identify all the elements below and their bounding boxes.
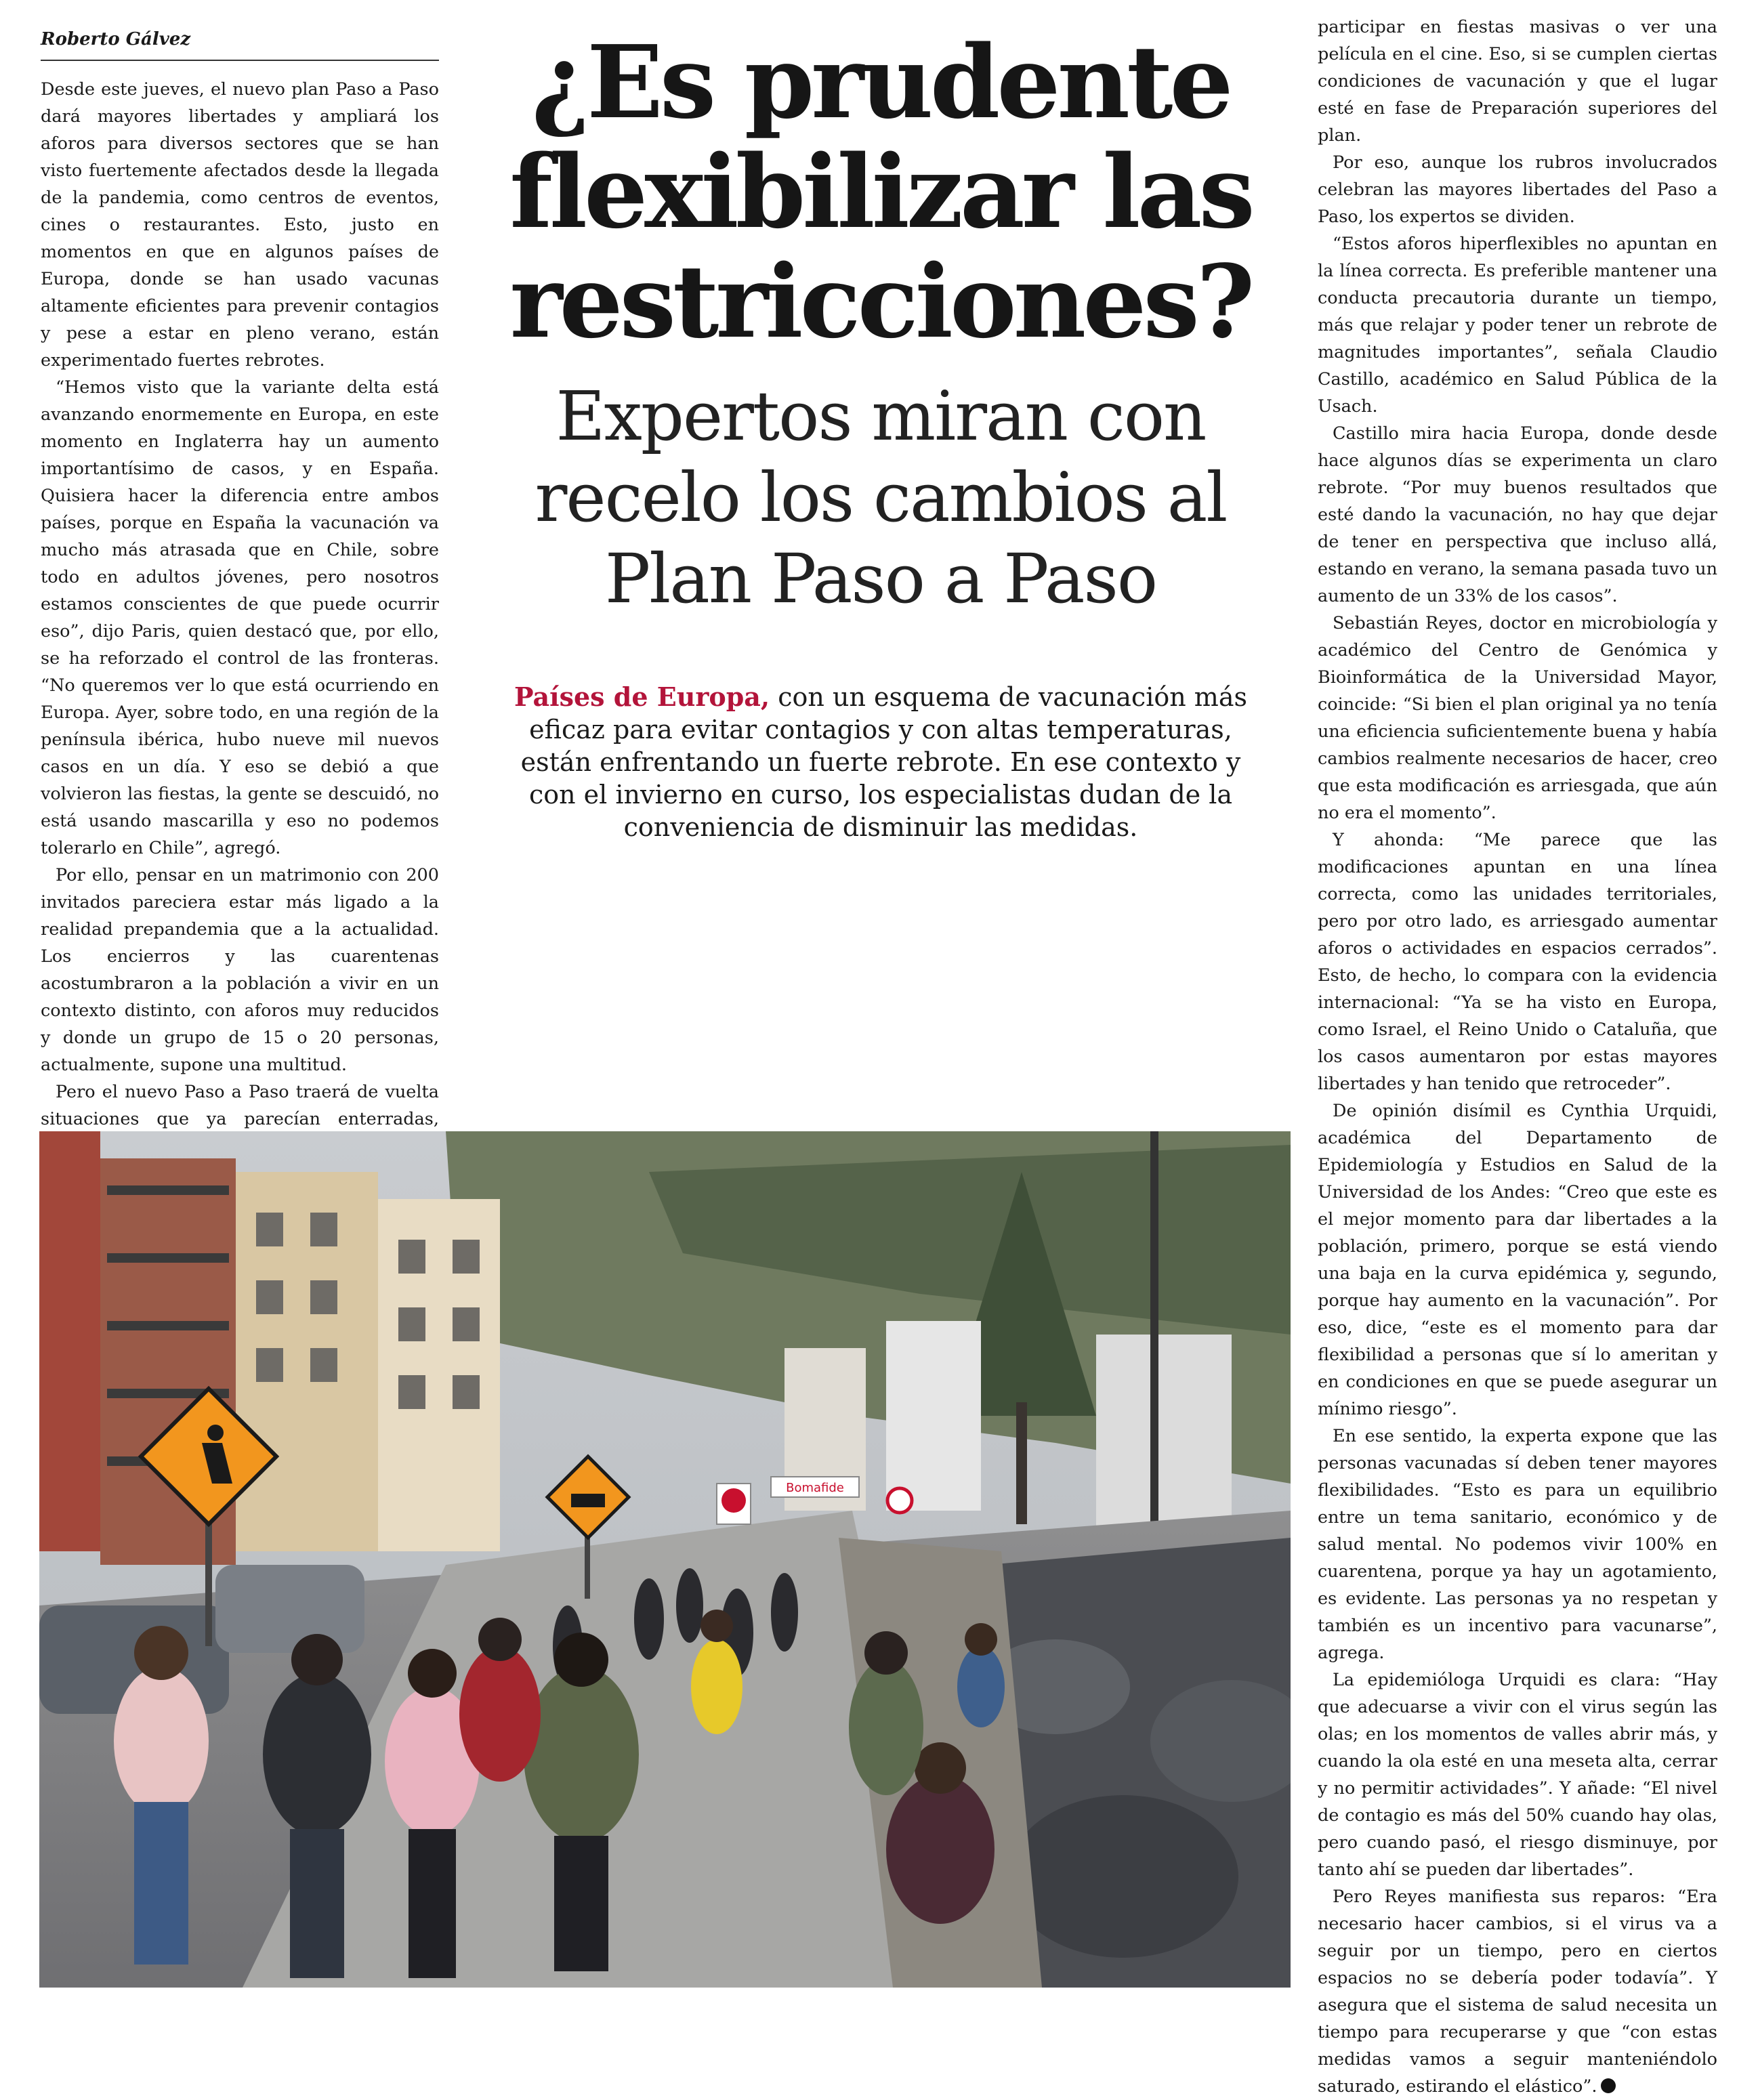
left-paragraph: Desde este jueves, el nuevo plan Paso a Paso dará mayores libertades y ampliará los aforos para diversos sectores que se han visto fuertemente afectados desde la llegada de la pandemia, como centros de eventos, cines o restaurantes. Esto, justo en momentos en que en algunos países de Europa, donde se han usado vacunas altamente eficientes para prevenir contagios y pese a estar en pleno verano, están experimentado fuertes rebrotes. — [41, 79, 439, 371]
right-column — [1318, 14, 1717, 2100]
right-paragraph: Castillo mira hacia Europa, donde desde hace algunos días se experimenta un claro rebrote. “Por muy buenos resultados que esté dando la vacunación, no hay que dejar de tener en perspectiva que incluso allá, estando en verano, la semana pasada tuvo un aumento de un 33% de los casos”. — [1318, 423, 1717, 606]
pine-trunk — [1016, 1402, 1027, 1524]
white-building — [886, 1321, 981, 1511]
end-mark-icon — [1601, 2078, 1616, 2093]
lead-kicker: Países de Europa, — [514, 681, 770, 712]
right-paragraph — [1318, 1883, 1717, 2100]
car — [215, 1565, 364, 1653]
news-photo — [39, 1131, 1291, 1988]
left-paragraph: “Hemos visto que la variante delta está avanzando enormemente en Europa, en este momento en Inglaterra hay un aumento importantísimo de casos, y en España. Quisiera hacer la diferencia entre ambos países, porque en España la vacunación va mucho más atrasada que en Chile, sobre todo en adultos jóvenes, pero nosotros estamos conscientes de que puede ocurrir eso”, dijo Paris, quien destacó que, por ello, se ha reforzado el control de las fronteras. “No queremos ver lo que está ocurriendo en Europa. Ayer, sobre todo, en una región de la península ibérica, hubo nueve mil nuevos casos en un día. Y eso se debió a que volvieron las fiestas, la gente se descuidó, no está usando mascarilla y eso no podemos tolerarlo en Chile”, agregó. — [41, 377, 439, 858]
right-paragraph: participar en fiestas masivas o ver una película en el cine. Eso, si se cumplen ciertas condiciones de vacunación y que el lugar esté en fase de Preparación superiores del plan. — [1318, 17, 1717, 146]
crane — [1150, 1131, 1158, 1538]
white-building — [1096, 1335, 1232, 1538]
lead-paragraph — [495, 681, 1267, 843]
right-paragraph: Y ahonda: “Me parece que las modificaciones apuntan en una línea correcta, como las unidades territoriales, pero por otro lado, es arriesgado aumentar aforos o actividades en espacios cerrados”. Esto, de hecho, lo compara con la evidencia internacional: “Ya se ha visto en Europa, como Israel, el Reino Unido o Cataluña, que los casos aumentaron por estas mayores libertades y han tenido que retroceder”. — [1318, 830, 1717, 1094]
cream-building — [378, 1199, 500, 1551]
right-paragraph: Por eso, aunque los rubros involucrados celebran las mayores libertades del Paso a Paso, los expertos se dividen. — [1318, 152, 1717, 227]
right-paragraph: La epidemióloga Urquidi es clara: “Hay que adecuarse a vivir con el virus según las olas; en los momentos de valles abrir más, y cuando la ola esté en una meseta alta, cerrar y no permitir actividades”. Y añade: “El nivel de contagio es más del 50% cuando hay olas, pero cuando pasó, el riesgo disminuye, por tanto ahí se pueden dar libertades”. — [1318, 1670, 1717, 1880]
headline: ¿Es prudente flexibilizar las restricciones? — [509, 23, 1252, 360]
right-paragraph: De opinión disímil es Cynthia Urquidi, académica del Departamento de Epidemiología y Estudios en Salud de la Universidad de los Andes: “Creo que este es el mejor momento para dar libertades a la población, primero, porque se está viendo una baja en la curva epidémica y, segundo, porque hay aumento en la vacunación”. Por eso, dice, “este es el momento para dar flexibilidad a personas que sí lo ameritan y en condiciones en que se puede asegurar un mínimo riesgo”. — [1318, 1101, 1717, 1419]
subheadline: Expertos miran con recelo los cambios al Plan Paso a Paso — [535, 377, 1227, 618]
right-paragraph: Sebastián Reyes, doctor en microbiología y académico del Centro de Genómica y Bioinformática de la Universidad Mayor, coincide: “Si bien el plan original ya no tenía una eficiencia suficientemente buena y había cambios realmente necesarios de hacer, creo que esta modificación es arriesgada, que aún no era el momento”. — [1318, 613, 1717, 823]
lead-text: con un esquema de vacunación más eficaz para evitar contagios y con altas temperaturas, están enfrentando un fuerte rebrote. En ese contexto y con el invierno en curso, los especialistas dudan de la conveniencia de disminuir las medidas. — [520, 682, 1247, 842]
left-paragraph: Pero el nuevo Paso a Paso traerá de vuelta situaciones que ya parecían enterradas, — [41, 1082, 439, 1129]
left-column — [41, 26, 439, 1160]
photo-illustration — [39, 1131, 1291, 1988]
right-paragraph: “Estos aforos hiperflexibles no apuntan en la línea correcta. Es preferible mantener una conducta precautoria durante un tiempo, más que relajar y poder tener un rebrote de magnitudes importantes”, señala Claudio Castillo, académico en Salud Pública de la Usach. — [1318, 234, 1717, 417]
brick-building — [39, 1131, 100, 1551]
storefront-sign: Bomafide — [786, 1481, 844, 1495]
left-paragraph: Por ello, pensar en un matrimonio con 200 invitados pareciera estar más ligado a la realidad prepandemia que a la actualidad. Los encierros y las cuarentenas acostumbraron a la población a vivir en un contexto distinto, con aforos muy reducidos y donde un grupo de 15 o 20 personas, actualmente, supone una multitud. — [41, 865, 439, 1075]
last-paragraph-text: Pero Reyes manifiesta sus reparos: “Era necesario hacer cambios, si el virus va a seguir por un tiempo, pero en ciertos espacios no se debería poder todavía”. Y asegura que el sistema de salud necesita un tiempo para recuperarse y que “con estas medidas vamos a seguir manteniéndolo saturado, estirando el elástico”. — [1318, 1887, 1717, 2097]
right-paragraph: En ese sentido, la experta expone que las personas vacunadas sí deben tener mayores flexibilidades. “Esto es para un equilibrio entre un tema sanitario, económico y de salud mental. No podemos vivir 100% en cuarentena, porque ya hay un agotamiento, es evidente. Las personas ya no respetan y también es un incentivo para vacunarse”, agrega. — [1318, 1426, 1717, 1663]
byline: Roberto Gálvez — [41, 26, 439, 61]
